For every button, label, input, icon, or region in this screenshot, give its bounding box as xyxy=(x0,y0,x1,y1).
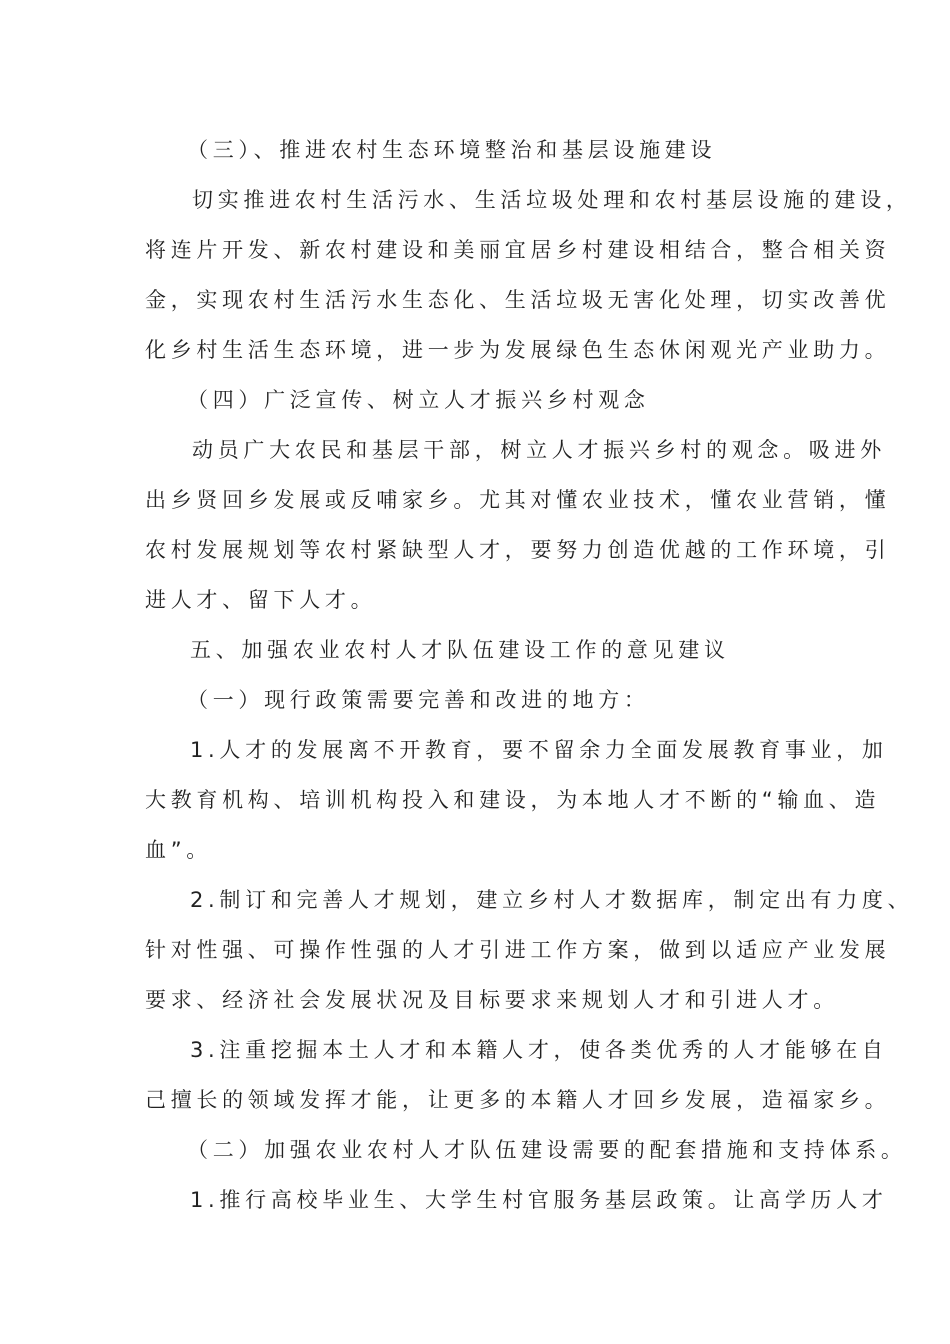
paragraph-line: 大教育机构、培训机构投入和建设，为本地人才不断的“输血、造 xyxy=(145,788,881,812)
paragraph-line: 针对性强、可操作性强的人才引进工作方案，做到以适应产业发展 xyxy=(145,938,891,962)
heading-part-5: 五、加强农业农村人才队伍建设工作的意见建议 xyxy=(190,638,730,662)
heading-subsection-1: （一）现行政策需要完善和改进的地方： xyxy=(187,688,650,712)
paragraph-line: 己擅长的领域发挥才能，让更多的本籍人才回乡发展，造福家乡。 xyxy=(145,1088,891,1112)
paragraph-line: 金，实现农村生活污水生态化、生活垃圾无害化处理，切实改善优 xyxy=(145,288,891,312)
list-item-1: 1.人才的发展离不开教育，要不留余力全面发展教育事业，加 xyxy=(190,738,888,762)
paragraph-line: 将连片开发、新农村建设和美丽宜居乡村建设相结合，整合相关资 xyxy=(145,238,891,262)
paragraph-line: 要求、经济社会发展状况及目标要求来规划人才和引进人才。 xyxy=(145,988,839,1012)
heading-section-4: （四）广泛宣传、树立人才振兴乡村观念 xyxy=(187,388,650,412)
paragraph-line: 动员广大农民和基层干部，树立人才振兴乡村的观念。吸进外 xyxy=(192,438,886,462)
paragraph-line: 切实推进农村生活污水、生活垃圾处理和农村基层设施的建设， xyxy=(192,188,912,212)
paragraph-line: 化乡村生活生态环境，进一步为发展绿色生态休闲观光产业助力。 xyxy=(145,338,891,362)
paragraph-line: 出乡贤回乡发展或反哺家乡。尤其对懂农业技术，懂农业营销，懂 xyxy=(145,488,891,512)
paragraph-line: 农村发展规划等农村紧缺型人才，要努力创造优越的工作环境，引 xyxy=(145,538,891,562)
heading-section-3: （三）、推进农村生态环境整治和基层设施建设 xyxy=(187,138,717,162)
heading-subsection-2: （二）加强农业农村人才队伍建设需要的配套措施和支持体系。 xyxy=(187,1138,907,1162)
list-item-2: 2.制订和完善人才规划，建立乡村人才数据库，制定出有力度、 xyxy=(190,888,914,912)
list-item-3: 3.注重挖掘本土人才和本籍人才，使各类优秀的人才能够在自 xyxy=(190,1038,888,1062)
paragraph-line: 血”。 xyxy=(145,838,212,862)
paragraph-line: 进人才、留下人才。 xyxy=(145,588,377,612)
list-item-1: 1.推行高校毕业生、大学生村官服务基层政策。让高学历人才 xyxy=(190,1188,888,1212)
